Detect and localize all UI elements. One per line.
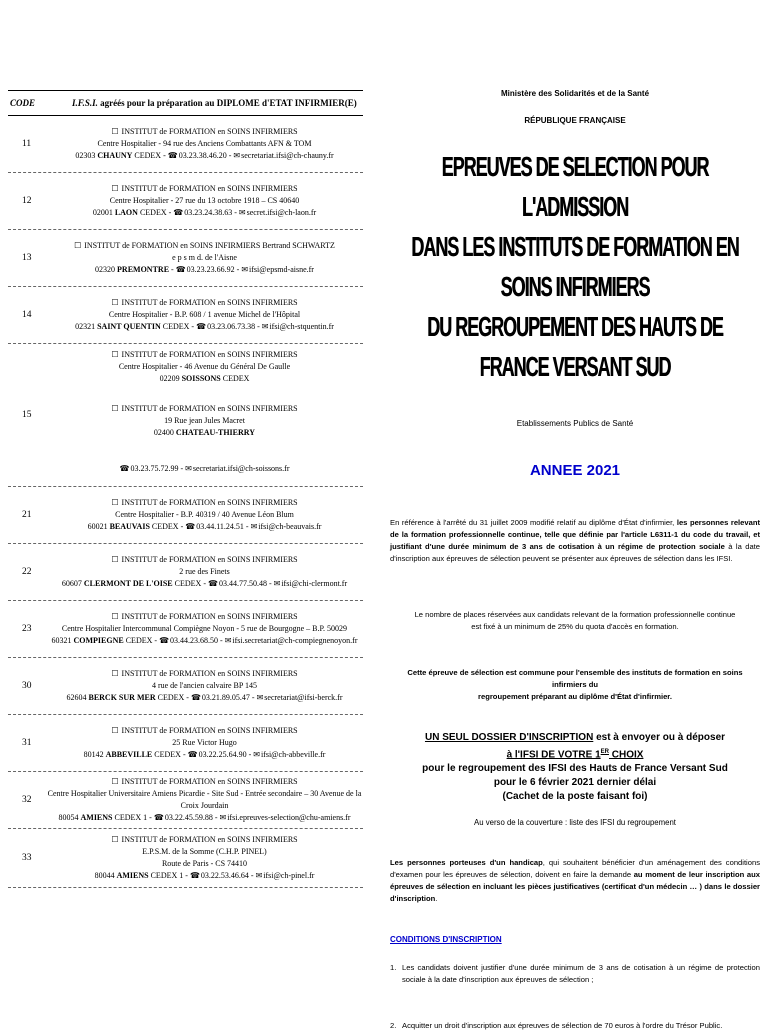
p1-text-c: à la date d'inscription aux épreuves de sélection peuvent se présenter aux épreuves de sélection dans les IFSI. — [390, 542, 760, 563]
ifsi-title: ☐ INSTITUT de FORMATION en SOINS INFIRMIERS — [111, 298, 297, 307]
ifsi-code: 12 — [22, 196, 32, 206]
ifsi-address-line — [172, 252, 237, 264]
ifsi-entries — [46, 544, 363, 600]
phone-number: ☎ 03.22.25.64.90 — [188, 750, 247, 759]
table-body — [8, 116, 363, 888]
handicap-text-b: , qui souhaitent bénéficier d'un aménagement des conditions d'examen pour les épreuves de sélection, doivent en faire la demande — [390, 858, 760, 880]
ifsi-postcode: 02001 — [92, 208, 113, 217]
dossier-line-2 — [390, 745, 760, 762]
email-address: ✉ ifsi@chi-clermont.fr — [274, 579, 348, 588]
title-line-2: DANS LES INSTITUTS DE FORMATION EN SOINS INFIRMIERS — [411, 231, 739, 302]
ifsi-city: AMIENS — [116, 871, 149, 880]
ifsi-title: ☐ INSTITUT de FORMATION en SOINS INFIRMIERS Bertrand SCHWARTZ — [74, 241, 335, 250]
ifsi-title: ☐ INSTITUT de FORMATION en SOINS INFIRMIERS — [111, 726, 297, 735]
table-row — [8, 772, 363, 829]
ifsi-cedex: CEDEX — [174, 579, 202, 588]
handicap-bold-c: au moment de leur inscription aux épreuves de sélection en incluant les pièces justificatives (certificat d'un médecin … ) dans le dossier d'inscription — [390, 870, 760, 904]
ifsi-entries — [46, 173, 363, 229]
ifsi-entry — [46, 544, 363, 600]
ifsi-address-line — [98, 138, 312, 150]
ifsi-code: 15 — [22, 410, 32, 420]
handicap-paragraph — [390, 857, 760, 905]
ifsi-address-line — [110, 195, 300, 207]
ifsi-city: BERCK SUR MER — [88, 693, 156, 702]
ifsi-address-line — [179, 566, 229, 578]
ifsi-title-line — [111, 403, 297, 415]
ifsi-city: PREMONTRE — [117, 265, 170, 274]
dossier-underlined: UN SEUL DOSSIER D'INSCRIPTION — [424, 732, 594, 743]
ifsi-code: 30 — [22, 681, 32, 691]
handicap-bold-a: Les personnes porteuses d'un handicap — [390, 858, 543, 868]
ifsi-city: COMPIEGNE — [73, 636, 124, 645]
ifsi-city-line: 60321 COMPIEGNE CEDEX - ☎ 03.44.23.68.50 - ✉ ifsi.secretariat@ch-compiegnenoyon.fr — [51, 635, 357, 647]
main-title — [393, 147, 758, 387]
phone-number: ☎ 03.22.53.46.64 — [190, 871, 249, 880]
ifsi-entry — [46, 173, 363, 229]
table-row — [8, 230, 363, 287]
ifsi-cedex: CEDEX — [125, 636, 153, 645]
email-address: ✉ ifsi@epsmd-aisne.fr — [241, 265, 314, 274]
p3-line-2: regroupement préparant au diplôme d'État d'infirmier. — [478, 692, 672, 701]
reference-paragraph — [390, 517, 760, 565]
dossier-rest: est à envoyer ou à déposer — [593, 732, 726, 743]
ifsi-title-line — [111, 183, 297, 195]
ifsi-title-line — [74, 240, 335, 252]
ifsi-city-line: 02321 SAINT QUENTIN CEDEX - ☎ 03.23.06.73.38 - ✉ ifsi@ch-stquentin.fr — [75, 321, 334, 333]
email-address: ✉ ifsi@ch-pinel.fr — [256, 871, 315, 880]
table-row — [8, 344, 363, 487]
ifsi-title-line — [111, 834, 297, 846]
ifsi-title: ☐ INSTITUT de FORMATION en SOINS INFIRMIERS — [111, 612, 297, 621]
phone-number: ☎ 03.23.75.72.99 — [119, 464, 178, 473]
title-line-1: EPREUVES DE SELECTION POUR L'ADMISSION — [441, 151, 709, 222]
ifsi-code: 14 — [22, 310, 32, 320]
common-exam-paragraph — [390, 667, 760, 703]
dossier-line-4: pour le 6 février 2021 dernier délai — [493, 777, 657, 789]
verso-note: Au verso de la couverture : liste des IFSI du regroupement — [474, 818, 676, 828]
ifsi-title: ☐ INSTITUT de FORMATION en SOINS INFIRMIERS — [111, 184, 297, 193]
ifsi-address: 4 rue de l'ancien calvaire BP 145 — [151, 681, 258, 690]
ifsi-address-line — [152, 680, 257, 692]
ifsi-address: E.P.S.M. de la Somme (C.H.P. PINEL) — [142, 847, 267, 856]
dossier-line-3: pour le regroupement des IFSI des Hauts de France Versant Sud — [422, 763, 728, 775]
ifsi-entry — [46, 390, 363, 452]
year-heading: ANNEE 2021 — [529, 462, 621, 479]
ifsi-city-line: 02001 LAON CEDEX - ☎ 03.23.24.38.63 - ✉ secret.ifsi@ch-laon.fr — [93, 207, 316, 219]
dossier-line-1 — [390, 731, 760, 745]
ifsi-city-line: 80142 ABBEVILLE CEDEX - ☎ 03.22.25.64.90 - ✉ ifsi@ch-abbeville.fr — [84, 749, 326, 761]
ifsi-title-line — [111, 554, 297, 566]
email-address: ✉ secretariat.ifsi@ch-soissons.fr — [185, 464, 289, 473]
ifsi-title: ☐ INSTITUT de FORMATION en SOINS INFIRMIERS — [111, 835, 297, 844]
ifsi-address: 2 rue des Finets — [179, 567, 230, 576]
ifsi-contact-line: ☎ 03.23.75.72.99 - ✉ secretariat.ifsi@ch-soissons.fr — [119, 463, 289, 475]
ifsi-city: LAON — [114, 208, 138, 217]
email-address: ✉ ifsi@ch-beauvais.fr — [251, 522, 322, 531]
p1-text-bold: les personnes relevant de la formation professionnelle continue, telle que définie par l'article L6311-1 du code du travail, et justifiant d'une durée minimum de 3 ans de cotisation à un régime de protection sociale — [390, 518, 761, 551]
ifsi-address-line — [164, 415, 245, 427]
ifsi-entry — [46, 230, 363, 286]
ifsi-title-line — [111, 776, 297, 788]
ifsi-cedex: CEDEX 1 — [150, 871, 184, 880]
ifsi-city-line: 02303 CHAUNY CEDEX - ☎ 03.23.38.46.20 - ✉ secretariat.ifsi@ch-chauny.fr — [75, 150, 333, 162]
ifsi-title-line — [111, 349, 297, 361]
ifsi-address-line — [119, 361, 290, 373]
ifsi-title-line — [111, 497, 297, 509]
ifsi-cedex: CEDEX — [154, 750, 181, 759]
ifsi-entries — [46, 772, 363, 828]
p1-text-a: En référence à l'arrêté du 31 juillet 2009 modifié relatif au diplôme d'État d'infirmier, — [390, 518, 677, 527]
ifsi-postcode: 60321 — [51, 636, 72, 645]
dossier-line-5: (Cachet de la poste faisant foi) — [502, 791, 648, 803]
ifsi-address: Centre Hospitalier Universitaire Amiens Picardie - Site Sud - Entrée secondaire – 30 Avenue de la Croix Jourdain — [47, 789, 362, 810]
phone-number: ☎ 03.44.23.68.50 — [159, 636, 218, 645]
ifsi-city-line: 80054 AMIENS CEDEX 1 - ☎ 03.22.45.59.88 - ✉ ifsi.epreuves-selection@chu-amiens.fr — [58, 812, 350, 824]
ifsi-column-title: agréés pour la préparation au DIPLOME d'ETAT INFIRMIER(E) — [100, 98, 357, 108]
ifsi-cedex: CEDEX 1 — [114, 813, 148, 822]
table-header — [8, 90, 363, 116]
ifsi-address-line — [142, 846, 266, 858]
table-row — [8, 544, 363, 601]
table-row — [8, 658, 363, 715]
ifsi-entry — [46, 116, 363, 172]
ifsi-list-table — [8, 90, 363, 888]
ifsi-address: 19 Rue jean Jules Macret — [164, 416, 245, 425]
cover-page — [390, 85, 760, 1032]
ifsi-entries — [46, 287, 363, 343]
ifsi-title: ☐ INSTITUT de FORMATION en SOINS INFIRMIERS — [111, 555, 297, 564]
ifsi-title-line — [111, 126, 297, 138]
ifsi-cedex: CEDEX — [134, 151, 162, 160]
phone-number: ☎ 03.44.11.24.51 — [185, 522, 244, 531]
ifsi-entry — [46, 287, 363, 343]
etablissements-label: Etablissements Publics de Santé — [516, 419, 634, 428]
ifsi-title: ☐ INSTITUT de FORMATION en SOINS INFIRMIERS — [111, 777, 297, 786]
ifsi-postcode: 80054 — [58, 813, 79, 822]
ifsi-postcode: 80044 — [94, 871, 115, 880]
ifsi-address: Centre Hospitalier - 94 rue des Anciens Combattants AFN & TOM — [97, 139, 312, 148]
email-address: ✉ secretariat@ifsi-berck.fr — [257, 693, 343, 702]
ifsi-postcode: 80142 — [83, 750, 104, 759]
ifsi-entries — [46, 715, 363, 771]
ifsi-entries — [46, 658, 363, 714]
ifsi-title: ☐ INSTITUT de FORMATION en SOINS INFIRMIERS — [111, 404, 297, 413]
phone-number: ☎ 03.23.23.66.92 — [176, 265, 235, 274]
ifsi-city: BEAUVAIS — [109, 522, 150, 531]
handicap-text-d: . — [435, 894, 438, 904]
ifsi-postcode: 02321 — [75, 322, 96, 331]
dossier-l2-sup: ER — [600, 749, 609, 755]
ifsi-address: Centre Hospitalier - 46 Avenue du Général De Gaulle — [118, 362, 291, 371]
condition-number: 1. — [390, 963, 397, 973]
condition-text: Les candidats doivent justifier d'une durée minimum de 3 ans de cotisation à un régime de protection sociale à la date d'inscription aux épreuves de sélection ; — [402, 963, 760, 985]
ifsi-city: SAINT QUENTIN — [97, 322, 161, 331]
ifsi-code: 21 — [22, 510, 32, 520]
code-column-header: CODE — [10, 98, 36, 108]
ifsi-entry — [46, 715, 363, 771]
ifsi-city: SOISSONS — [181, 374, 221, 383]
ifsi-entry — [46, 658, 363, 714]
table-row — [8, 173, 363, 230]
ifsi-entry — [46, 487, 363, 543]
p2-line-2: est fixé à un minimum de 25% du quota d'accès en formation. — [471, 622, 679, 631]
ifsi-title: ☐ INSTITUT de FORMATION en SOINS INFIRMIERS — [111, 127, 297, 136]
ifsi-address: Centre Hospitalier - B.P. 40319 / 40 Avenue Léon Blum — [115, 510, 294, 519]
ifsi-city: ABBEVILLE — [105, 750, 153, 759]
ifsi-postcode: 60021 — [87, 522, 108, 531]
ifsi-address-line — [109, 309, 300, 321]
condition-item — [390, 1020, 760, 1032]
ifsi-city-line: 02320 PREMONTRE - ☎ 03.23.23.66.92 - ✉ ifsi@epsmd-aisne.fr — [95, 264, 314, 276]
republic-label: RÉPUBLIQUE FRANÇAISE — [524, 116, 626, 125]
ifsi-entries — [46, 344, 363, 486]
ifsi-title: ☐ INSTITUT de FORMATION en SOINS INFIRMIERS — [111, 350, 297, 359]
ifsi-entry — [46, 344, 363, 390]
ifsi-address-line — [46, 788, 363, 812]
ifsi-city-line: 60021 BEAUVAIS CEDEX - ☎ 03.44.11.24.51 - ✉ ifsi@ch-beauvais.fr — [88, 521, 322, 533]
ifsi-cedex: CEDEX — [139, 208, 167, 217]
ifsi-city: CHATEAU-THIERRY — [175, 428, 256, 437]
ifsi-code: 22 — [22, 567, 32, 577]
ifsi-address-line — [162, 858, 247, 870]
p3-line-1: Cette épreuve de sélection est commune pour l'ensemble des instituts de formation en soins infirmiers du — [407, 668, 743, 689]
ifsi-code: 32 — [22, 795, 32, 805]
phone-number: ☎ 03.23.06.73.38 — [196, 322, 255, 331]
ifsi-code: 23 — [22, 624, 32, 634]
ifsi-city: CHAUNY — [97, 151, 133, 160]
ifsi-code: 31 — [22, 738, 32, 748]
ifsi-address-line — [172, 737, 236, 749]
ifsi-city-line — [160, 373, 250, 385]
ifsi-address: Centre Hospitalier Intercommunal Compiègne Noyon - 5 rue de Bourgogne – B.P. 50029 — [61, 624, 348, 633]
table-row — [8, 715, 363, 772]
ifsi-city: CLERMONT DE L'OISE — [83, 579, 173, 588]
condition-item — [390, 962, 760, 986]
ifsi-title-line — [111, 725, 297, 737]
places-paragraph — [390, 609, 760, 633]
email-address: ✉ secret.ifsi@ch-laon.fr — [239, 208, 316, 217]
ministry-label: Ministère des Solidarités et de la Santé — [500, 89, 650, 98]
table-row — [8, 287, 363, 344]
ifsi-cedex: CEDEX — [157, 693, 185, 702]
ifsi-postcode: 02320 — [95, 265, 116, 274]
ifsi-title-line — [111, 668, 297, 680]
ifsi-entries — [46, 487, 363, 543]
phone-number: ☎ 03.23.38.46.20 — [168, 151, 227, 160]
ifsi-city-line — [154, 427, 255, 439]
ifsi-address-line — [62, 623, 347, 635]
ifsi-entry — [46, 829, 363, 887]
ifsi-address: e p s m d. de l'Aisne — [172, 253, 237, 262]
dossier-l2-post: CHOIX — [608, 749, 644, 761]
ifsi-code: 11 — [22, 139, 32, 149]
ifsi-city: AMIENS — [80, 813, 113, 822]
ifsi-postcode: 02400 — [153, 428, 174, 437]
ifsi-entry — [46, 772, 363, 828]
ifsi-abbr: I.F.S.I. — [72, 98, 98, 108]
condition-text: Acquitter un droit d'inscription aux épreuves de sélection de 70 euros à l'ordre du Trésor Public. — [402, 1021, 723, 1031]
table-row — [8, 829, 363, 888]
email-address: ✉ ifsi@ch-abbeville.fr — [253, 750, 325, 759]
conditions-list — [390, 962, 760, 1032]
ifsi-contact — [46, 452, 363, 486]
dossier-notice — [390, 731, 760, 804]
ifsi-city-line: 60607 CLERMONT DE L'OISE CEDEX - ☎ 03.44.77.50.48 - ✉ ifsi@chi-clermont.fr — [62, 578, 347, 590]
ifsi-code: 33 — [22, 853, 32, 863]
table-row — [8, 601, 363, 658]
ifsi-city-line: 80044 AMIENS CEDEX 1 - ☎ 03.22.53.46.64 - ✉ ifsi@ch-pinel.fr — [95, 870, 315, 882]
ifsi-title-line — [111, 297, 297, 309]
ifsi-cedex: CEDEX — [162, 322, 190, 331]
ifsi-title-line — [111, 611, 297, 623]
ifsi-entries — [46, 116, 363, 172]
p2-line-1: Le nombre de places réservées aux candidats relevant de la formation professionnelle continue — [414, 610, 736, 619]
ifsi-cedex: CEDEX — [151, 522, 179, 531]
ifsi-address: Centre Hospitalier - 27 rue du 13 octobre 1918 – CS 40640 — [109, 196, 300, 205]
phone-number: ☎ 03.21.89.05.47 — [191, 693, 250, 702]
ifsi-code: 13 — [22, 253, 32, 263]
ifsi-entries — [46, 230, 363, 286]
table-row — [8, 487, 363, 544]
email-address: ✉ secretariat.ifsi@ch-chauny.fr — [233, 151, 333, 160]
ifsi-cedex: CEDEX — [222, 374, 250, 383]
ifsi-entries — [46, 829, 363, 887]
ifsi-address: Centre Hospitalier - B.P. 608 / 1 avenue Michel de l'Hôpital — [108, 310, 301, 319]
phone-number: ☎ 03.22.45.59.88 — [154, 813, 213, 822]
ifsi-postcode: 02209 — [159, 374, 180, 383]
conditions-heading: CONDITIONS D'INSCRIPTION — [390, 935, 502, 945]
ifsi-postcode: 62604 — [66, 693, 87, 702]
ifsi-address: Route de Paris - CS 74410 — [161, 859, 248, 868]
condition-number: 2. — [390, 1021, 397, 1031]
table-row — [8, 116, 363, 173]
ifsi-postcode: 02303 — [75, 151, 96, 160]
ifsi-entry — [46, 601, 363, 657]
email-address: ✉ ifsi@ch-stquentin.fr — [262, 322, 334, 331]
ifsi-address: 25 Rue Victor Hugo — [172, 738, 237, 747]
ifsi-postcode: 60607 — [61, 579, 82, 588]
ifsi-address-line — [115, 509, 294, 521]
phone-number: ☎ 03.44.77.50.48 — [208, 579, 267, 588]
email-address: ✉ ifsi.epreuves-selection@chu-amiens.fr — [219, 813, 350, 822]
ifsi-entries — [46, 601, 363, 657]
ifsi-title: ☐ INSTITUT de FORMATION en SOINS INFIRMIERS — [111, 669, 297, 678]
phone-number: ☎ 03.23.24.38.63 — [173, 208, 232, 217]
ifsi-column-header — [48, 98, 363, 108]
dossier-l2-pre: à l'IFSI DE VOTRE 1 — [506, 749, 601, 761]
email-address: ✉ ifsi.secretariat@ch-compiegnenoyon.fr — [225, 636, 358, 645]
ifsi-title: ☐ INSTITUT de FORMATION en SOINS INFIRMIERS — [111, 498, 297, 507]
ifsi-city-line: 62604 BERCK SUR MER CEDEX - ☎ 03.21.89.05.47 - ✉ secretariat@ifsi-berck.fr — [66, 692, 342, 704]
title-line-3: DU REGROUPEMENT DES HAUTS DE FRANCE VERSANT SUD — [427, 311, 723, 382]
